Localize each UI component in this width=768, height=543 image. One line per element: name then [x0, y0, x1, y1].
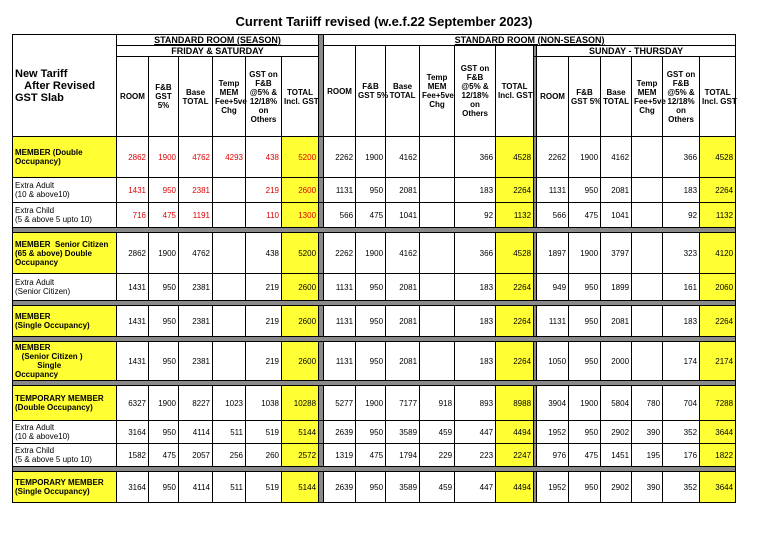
- row-label: Extra Child (5 & above 5 upto 10): [13, 203, 117, 228]
- season-cell: 2600: [282, 342, 319, 381]
- sun-thu-cell: 176: [663, 444, 700, 467]
- fri-sat-cell: 950: [356, 472, 386, 503]
- season-cell: 1023: [213, 386, 246, 421]
- sun-thu-cell: [632, 274, 663, 301]
- fri-sat-cell: 918: [420, 386, 455, 421]
- sun-thu-cell: [632, 178, 663, 203]
- column-header-season: Temp MEM Fee+5ve Chg: [420, 46, 455, 137]
- row-label: TEMPORARY MEMBER (Single Occupancy): [13, 472, 117, 503]
- season-cell: 1191: [179, 203, 213, 228]
- fri-sat-cell: 1131: [324, 306, 356, 337]
- fri-sat-cell: [420, 203, 455, 228]
- season-cell: 716: [117, 203, 149, 228]
- season-cell: 4762: [179, 137, 213, 178]
- season-cell: 1582: [117, 444, 149, 467]
- fri-sat-cell: 4162: [386, 233, 420, 274]
- sun-thu-cell: 475: [569, 444, 601, 467]
- fri-sat-cell: 2264: [496, 274, 534, 301]
- fri-sat-cell: 2639: [324, 472, 356, 503]
- row-label: TEMPORARY MEMBER (Double Occupancy): [13, 386, 117, 421]
- column-header-season: Base TOTAL: [386, 46, 420, 137]
- season-cell: 219: [246, 178, 282, 203]
- sun-thu-cell: 4528: [700, 137, 736, 178]
- season-cell: 3164: [117, 421, 149, 444]
- fri-sat-cell: 366: [455, 233, 496, 274]
- season-cell: 8227: [179, 386, 213, 421]
- sun-thu-cell: 1050: [537, 342, 569, 381]
- season-cell: 2572: [282, 444, 319, 467]
- season-cell: 2862: [117, 233, 149, 274]
- fri-sat-cell: 1131: [324, 342, 356, 381]
- sun-thu-cell: 1131: [537, 178, 569, 203]
- fri-sat-cell: 4494: [496, 421, 534, 444]
- sun-thu-cell: 2262: [537, 137, 569, 178]
- sun-thu-cell: 2081: [601, 306, 632, 337]
- season-cell: 1431: [117, 342, 149, 381]
- fri-sat-cell: [420, 274, 455, 301]
- sun-thu-cell: 2000: [601, 342, 632, 381]
- fri-sat-cell: 229: [420, 444, 455, 467]
- fri-sat-cell: 1131: [324, 178, 356, 203]
- season-cell: 950: [149, 178, 179, 203]
- sun-thu-cell: 2264: [700, 178, 736, 203]
- sun-thu-cell: 3644: [700, 421, 736, 444]
- season-cell: [213, 342, 246, 381]
- season-cell: 5200: [282, 137, 319, 178]
- column-header-fri-sat: GST on F&B @5% & 12/18% on Others: [246, 57, 282, 137]
- table-row: [13, 137, 736, 178]
- column-header-season: GST on F&B @5% & 12/18% on Others: [455, 46, 496, 137]
- sun-thu-cell: 950: [569, 472, 601, 503]
- fri-sat-cell: 4494: [496, 472, 534, 503]
- season-cell: 2057: [179, 444, 213, 467]
- fri-sat-cell: 2081: [386, 178, 420, 203]
- fri-sat-cell: 2264: [496, 306, 534, 337]
- sun-thu-cell: 366: [663, 137, 700, 178]
- tariff-table: [12, 34, 736, 503]
- row-label: MEMBER (Single Occupancy): [13, 306, 117, 337]
- fri-sat-cell: [420, 306, 455, 337]
- season-cell: 438: [246, 137, 282, 178]
- group-non-season: STANDARD ROOM (NON-SEASON): [324, 35, 736, 46]
- fri-sat-cell: 459: [420, 472, 455, 503]
- row-label: Extra Child (5 & above 5 upto 10): [13, 444, 117, 467]
- sun-thu-cell: 3904: [537, 386, 569, 421]
- season-cell: 2600: [282, 274, 319, 301]
- season-cell: 260: [246, 444, 282, 467]
- sun-thu-cell: 3644: [700, 472, 736, 503]
- fri-sat-cell: 1041: [386, 203, 420, 228]
- sun-thu-cell: 949: [537, 274, 569, 301]
- sun-thu-cell: 1952: [537, 421, 569, 444]
- season-cell: 2381: [179, 178, 213, 203]
- sun-thu-cell: [632, 342, 663, 381]
- sun-thu-cell: 475: [569, 203, 601, 228]
- fri-sat-cell: 1900: [356, 233, 386, 274]
- season-cell: 2381: [179, 274, 213, 301]
- sun-thu-cell: 950: [569, 342, 601, 381]
- page-title: Current Tariiff revised (w.e.f.22 September 2023): [235, 14, 533, 29]
- season-cell: 5200: [282, 233, 319, 274]
- fri-sat-cell: 1900: [356, 137, 386, 178]
- column-header-fri-sat: TOTAL Incl. GST: [282, 57, 319, 137]
- fri-sat-cell: 2247: [496, 444, 534, 467]
- fri-sat-cell: 2262: [324, 137, 356, 178]
- fri-sat-cell: 1900: [356, 386, 386, 421]
- row-label: MEMBER (Senior Citizen ) Single Occupancy: [13, 342, 117, 381]
- season-cell: 519: [246, 421, 282, 444]
- season-cell: 256: [213, 444, 246, 467]
- sun-thu-cell: 950: [569, 274, 601, 301]
- sun-thu-cell: [632, 306, 663, 337]
- season-cell: 5144: [282, 472, 319, 503]
- sun-thu-cell: 1900: [569, 386, 601, 421]
- season-cell: 4114: [179, 421, 213, 444]
- sun-thu-cell: [632, 233, 663, 274]
- fri-sat-cell: 4162: [386, 137, 420, 178]
- fri-sat-cell: 183: [455, 274, 496, 301]
- season-cell: 10288: [282, 386, 319, 421]
- fri-sat-cell: [420, 233, 455, 274]
- season-cell: 2600: [282, 306, 319, 337]
- group-season: STANDARD ROOM (SEASON): [117, 35, 319, 46]
- season-cell: 2381: [179, 306, 213, 337]
- fri-sat-cell: 4528: [496, 233, 534, 274]
- sun-thu-cell: 1132: [700, 203, 736, 228]
- column-header-fri-sat: Base TOTAL: [179, 57, 213, 137]
- fri-sat-cell: 2262: [324, 233, 356, 274]
- sun-thu-cell: 1131: [537, 306, 569, 337]
- sun-thu-cell: 390: [632, 472, 663, 503]
- sun-thu-cell: 5804: [601, 386, 632, 421]
- fri-sat-cell: 475: [356, 444, 386, 467]
- season-cell: 1900: [149, 137, 179, 178]
- season-cell: 950: [149, 342, 179, 381]
- season-cell: 2862: [117, 137, 149, 178]
- season-cell: 438: [246, 233, 282, 274]
- sun-thu-cell: 2081: [601, 178, 632, 203]
- sun-thu-cell: 390: [632, 421, 663, 444]
- season-cell: [213, 306, 246, 337]
- fri-sat-cell: 447: [455, 421, 496, 444]
- sun-thu-cell: 183: [663, 178, 700, 203]
- sun-thu-cell: 323: [663, 233, 700, 274]
- sun-thu-cell: 352: [663, 421, 700, 444]
- season-cell: 511: [213, 472, 246, 503]
- fri-sat-cell: 1794: [386, 444, 420, 467]
- sun-thu-cell: 1899: [601, 274, 632, 301]
- fri-sat-cell: 183: [455, 178, 496, 203]
- sun-thu-cell: 976: [537, 444, 569, 467]
- fri-sat-cell: 183: [455, 342, 496, 381]
- season-cell: 1900: [149, 233, 179, 274]
- row-label: Extra Adult (10 & above10): [13, 421, 117, 444]
- sun-thu-cell: [632, 203, 663, 228]
- fri-sat-cell: [420, 342, 455, 381]
- fri-sat-cell: 1131: [324, 274, 356, 301]
- fri-sat-cell: 2264: [496, 342, 534, 381]
- sun-thu-cell: 183: [663, 306, 700, 337]
- season-cell: 4762: [179, 233, 213, 274]
- fri-sat-cell: 1319: [324, 444, 356, 467]
- season-cell: [213, 274, 246, 301]
- sun-thu-cell: 566: [537, 203, 569, 228]
- sun-thu-cell: 950: [569, 306, 601, 337]
- season-cell: 1431: [117, 178, 149, 203]
- fri-sat-cell: 2081: [386, 274, 420, 301]
- fri-sat-cell: 2639: [324, 421, 356, 444]
- table-row: [13, 274, 736, 301]
- fri-sat-cell: 950: [356, 342, 386, 381]
- season-cell: 1300: [282, 203, 319, 228]
- season-cell: [213, 178, 246, 203]
- group-sun-thu: SUNDAY - THURSDAY: [537, 46, 736, 57]
- season-cell: 6327: [117, 386, 149, 421]
- fri-sat-cell: [420, 178, 455, 203]
- season-cell: 519: [246, 472, 282, 503]
- season-cell: 1431: [117, 274, 149, 301]
- sun-thu-cell: 7288: [700, 386, 736, 421]
- sun-thu-cell: 1041: [601, 203, 632, 228]
- fri-sat-cell: 893: [455, 386, 496, 421]
- fri-sat-cell: 8988: [496, 386, 534, 421]
- fri-sat-cell: 950: [356, 274, 386, 301]
- season-cell: 1900: [149, 386, 179, 421]
- column-header-sun-thu: Temp MEM Fee+5ve Chg: [632, 57, 663, 137]
- sun-thu-cell: 2174: [700, 342, 736, 381]
- column-header-season: TOTAL Incl. GST: [496, 46, 534, 137]
- table-row: [13, 203, 736, 228]
- season-cell: 950: [149, 472, 179, 503]
- season-cell: 219: [246, 342, 282, 381]
- season-cell: 511: [213, 421, 246, 444]
- column-header-sun-thu: GST on F&B @5% & 12/18% on Others: [663, 57, 700, 137]
- sun-thu-cell: 2902: [601, 421, 632, 444]
- sun-thu-cell: 1900: [569, 137, 601, 178]
- fri-sat-cell: 366: [455, 137, 496, 178]
- table-row: [13, 472, 736, 503]
- row-label: Extra Adult (Senior Citizen): [13, 274, 117, 301]
- fri-sat-cell: 5277: [324, 386, 356, 421]
- fri-sat-cell: 2081: [386, 306, 420, 337]
- season-cell: 475: [149, 203, 179, 228]
- fri-sat-cell: 4528: [496, 137, 534, 178]
- sun-thu-cell: 161: [663, 274, 700, 301]
- sun-thu-cell: 352: [663, 472, 700, 503]
- season-cell: 950: [149, 306, 179, 337]
- table-row: [13, 233, 736, 274]
- sun-thu-cell: 1451: [601, 444, 632, 467]
- sun-thu-cell: 92: [663, 203, 700, 228]
- table-row: [13, 178, 736, 203]
- fri-sat-cell: 3589: [386, 421, 420, 444]
- season-cell: 950: [149, 274, 179, 301]
- season-cell: 2600: [282, 178, 319, 203]
- sun-thu-cell: 2060: [700, 274, 736, 301]
- fri-sat-cell: 7177: [386, 386, 420, 421]
- fri-sat-cell: 447: [455, 472, 496, 503]
- fri-sat-cell: 92: [455, 203, 496, 228]
- fri-sat-cell: 183: [455, 306, 496, 337]
- sun-thu-cell: 2264: [700, 306, 736, 337]
- column-header-fri-sat: F&B GST 5%: [149, 57, 179, 137]
- column-header-sun-thu: ROOM: [537, 57, 569, 137]
- tariff-title-cell: New Tariff After Revised GST Slab: [13, 35, 117, 137]
- column-header-fri-sat: Temp MEM Fee+5ve Chg: [213, 57, 246, 137]
- season-cell: 950: [149, 421, 179, 444]
- sun-thu-cell: 704: [663, 386, 700, 421]
- season-cell: 219: [246, 306, 282, 337]
- sun-thu-cell: 780: [632, 386, 663, 421]
- fri-sat-cell: 475: [356, 203, 386, 228]
- fri-sat-cell: [420, 137, 455, 178]
- table-row: [13, 386, 736, 421]
- sun-thu-cell: 1952: [537, 472, 569, 503]
- sun-thu-cell: 1897: [537, 233, 569, 274]
- column-header-season: F&B GST 5%: [356, 46, 386, 137]
- season-cell: 1038: [246, 386, 282, 421]
- sun-thu-cell: 174: [663, 342, 700, 381]
- season-cell: 475: [149, 444, 179, 467]
- fri-sat-cell: 2081: [386, 342, 420, 381]
- fri-sat-cell: 950: [356, 178, 386, 203]
- table-row: [13, 421, 736, 444]
- season-cell: 4114: [179, 472, 213, 503]
- season-cell: 1431: [117, 306, 149, 337]
- row-label: MEMBER (Double Occupancy): [13, 137, 117, 178]
- sun-thu-cell: 4162: [601, 137, 632, 178]
- fri-sat-cell: 459: [420, 421, 455, 444]
- sun-thu-cell: [632, 137, 663, 178]
- sun-thu-cell: 3797: [601, 233, 632, 274]
- season-cell: 5144: [282, 421, 319, 444]
- season-cell: [213, 203, 246, 228]
- sun-thu-cell: 4120: [700, 233, 736, 274]
- season-cell: 4293: [213, 137, 246, 178]
- row-label: MEMBER Senior Citizen (65 & above) Double Occupancy: [13, 233, 117, 274]
- column-header-season: ROOM: [324, 46, 356, 137]
- fri-sat-cell: 3589: [386, 472, 420, 503]
- group-fri-sat: FRIDAY & SATURDAY: [117, 46, 319, 57]
- sun-thu-cell: 950: [569, 421, 601, 444]
- season-cell: [213, 233, 246, 274]
- fri-sat-cell: 566: [324, 203, 356, 228]
- fri-sat-cell: 950: [356, 306, 386, 337]
- column-header-sun-thu: F&B GST 5%: [569, 57, 601, 137]
- table-row: [13, 306, 736, 337]
- column-header-sun-thu: Base TOTAL: [601, 57, 632, 137]
- fri-sat-cell: 950: [356, 421, 386, 444]
- sun-thu-cell: 1822: [700, 444, 736, 467]
- season-cell: 110: [246, 203, 282, 228]
- season-cell: 3164: [117, 472, 149, 503]
- table-row: [13, 342, 736, 381]
- fri-sat-cell: 223: [455, 444, 496, 467]
- column-header-sun-thu: TOTAL Incl. GST: [700, 57, 736, 137]
- sun-thu-cell: 950: [569, 178, 601, 203]
- season-cell: 2381: [179, 342, 213, 381]
- season-cell: 219: [246, 274, 282, 301]
- column-header-fri-sat: ROOM: [117, 57, 149, 137]
- sun-thu-cell: 2902: [601, 472, 632, 503]
- sun-thu-cell: 195: [632, 444, 663, 467]
- fri-sat-cell: 2264: [496, 178, 534, 203]
- sun-thu-cell: 1900: [569, 233, 601, 274]
- fri-sat-cell: 1132: [496, 203, 534, 228]
- row-label: Extra Adult (10 & above10): [13, 178, 117, 203]
- table-row: [13, 444, 736, 467]
